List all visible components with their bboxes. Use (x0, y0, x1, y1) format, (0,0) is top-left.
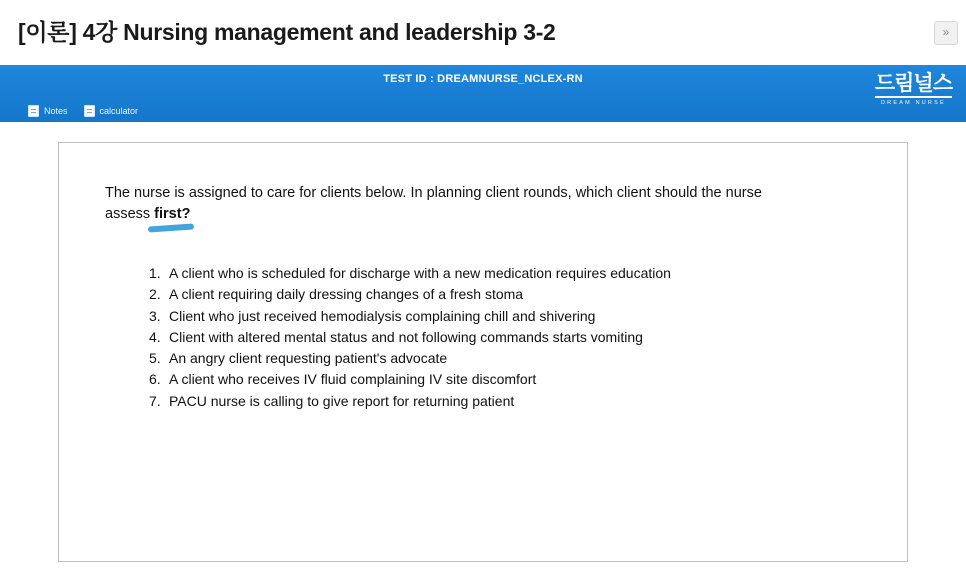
brand-name: 드림널스 (875, 73, 952, 98)
page-header (0, 0, 966, 65)
option-number: 6. (149, 371, 161, 388)
list-item[interactable] (149, 263, 907, 284)
option-number: 1. (149, 265, 161, 282)
option-text: An angry client requesting patient's advocate (169, 350, 448, 367)
collapse-panel-button[interactable]: » (934, 21, 958, 45)
exam-toolbar (28, 105, 138, 117)
option-text: A client who receives IV fluid complaining IV site discomfort (169, 371, 537, 388)
option-text: PACU nurse is calling to give report for returning patient (169, 392, 515, 409)
brand-logo (875, 73, 952, 106)
option-number: 7. (149, 392, 161, 409)
calculator-icon (84, 105, 95, 117)
option-text: A client requiring daily dressing changes of a fresh stoma (169, 286, 524, 303)
option-number: 5. (149, 350, 161, 367)
list-item[interactable] (149, 369, 907, 390)
highlight-underline-icon (148, 223, 194, 232)
content-area (0, 122, 966, 572)
question-stem-emphasis-text: first? (154, 206, 191, 223)
option-text: A client who is scheduled for discharge with a new medication requires education (169, 265, 671, 282)
list-item[interactable] (149, 327, 907, 348)
calculator-label: calculator (99, 106, 139, 116)
exam-app-bar (0, 65, 966, 122)
option-number: 3. (149, 307, 161, 324)
option-text: Client who just received hemodialysis complaining chill and shivering (169, 307, 596, 324)
list-item[interactable] (149, 284, 907, 305)
answer-options-list (59, 263, 907, 412)
list-item[interactable] (149, 306, 907, 327)
question-stem (105, 183, 805, 225)
option-number: 2. (149, 286, 161, 303)
notes-label: Notes (44, 106, 68, 116)
option-number: 4. (149, 328, 161, 345)
test-id-label: TEST ID : DREAMNURSE_NCLEX-RN (383, 73, 583, 85)
question-stem-emphasis (154, 204, 190, 225)
brand-tagline: DREAM NURSE (881, 100, 946, 106)
question-card (58, 142, 908, 562)
page-title: [이론] 4강 Nursing management and leadership 3-2 (18, 19, 556, 45)
option-text: Client with altered mental status and not following commands starts vomiting (169, 328, 643, 345)
list-item[interactable] (149, 391, 907, 412)
question-stem-text: The nurse is assigned to care for clients below. In planning client rounds, which client should the nurse assess (105, 185, 762, 223)
calculator-button[interactable] (84, 105, 139, 117)
list-item[interactable] (149, 348, 907, 369)
notes-icon (28, 105, 39, 117)
notes-button[interactable] (28, 105, 68, 117)
